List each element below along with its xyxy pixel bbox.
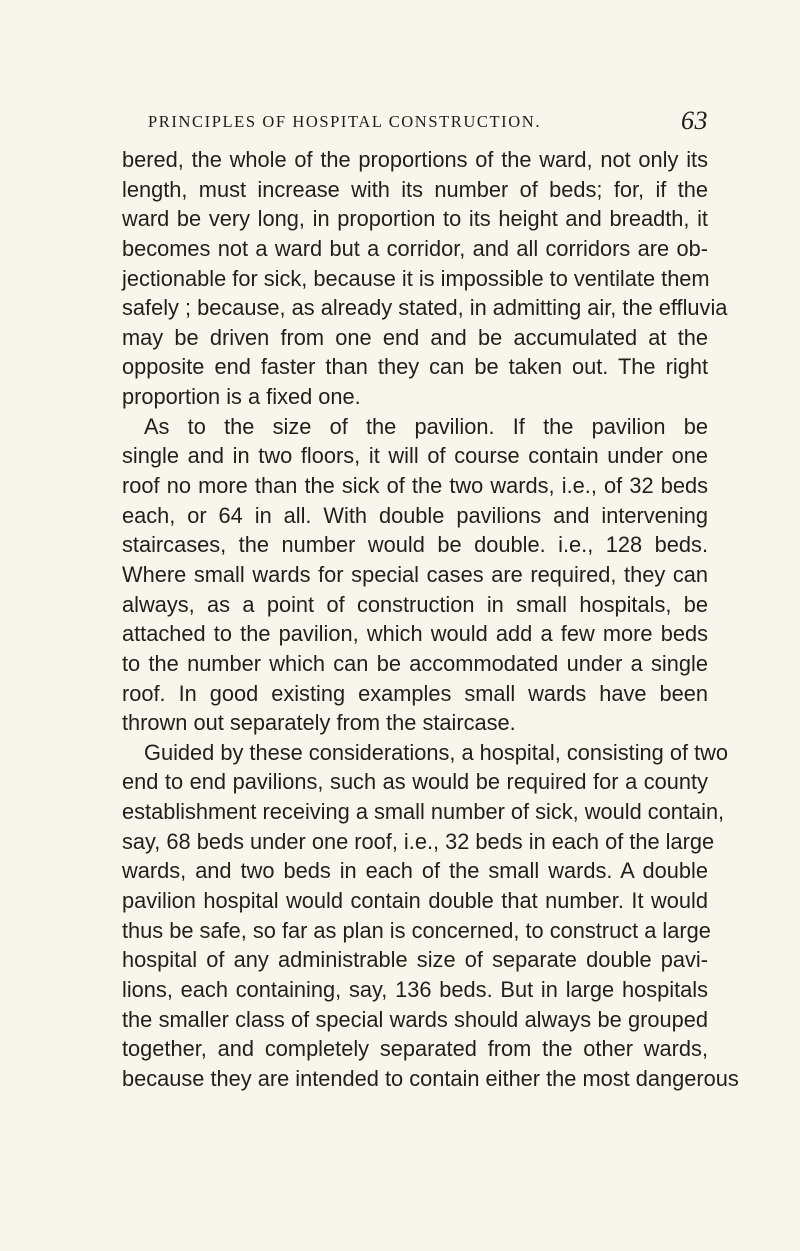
text-line: may be driven from one end and be accumulated at the xyxy=(122,324,708,350)
text-line: staircases, the number would be double. i.e., 128 beds. xyxy=(122,532,708,558)
text-line: pavilion hospital would contain double that number. It would xyxy=(122,888,708,914)
running-head xyxy=(122,108,708,138)
text-line: As to the size of the pavilion. If the pavilion be xyxy=(144,413,708,439)
text-line: wards, and two beds in each of the small wards. A double xyxy=(122,858,708,884)
paragraph-3 xyxy=(122,738,739,1094)
text-line: establishment receiving a small number of sick, would contain, xyxy=(122,799,725,825)
text-line: together, and completely separated from the other wards, xyxy=(122,1036,708,1062)
page-number: 63 xyxy=(681,106,708,135)
text-line: ward be very long, in proportion to its height and breadth, it xyxy=(122,206,708,232)
text-line: hospital of any administrable size of separate double pavi- xyxy=(122,947,708,973)
text-line: lions, each containing, say, 136 beds. But in large hospitals xyxy=(122,976,708,1002)
text-line: Guided by these considerations, a hospital, consisting of two xyxy=(144,739,729,765)
text-line: Where small wards for special cases are required, they can xyxy=(122,561,708,587)
text-line: thus be safe, so far as plan is concerned, to construct a large xyxy=(122,917,711,943)
text-line: attached to the pavilion, which would add a few more beds xyxy=(122,621,708,647)
paragraph-2 xyxy=(122,412,708,738)
text-line: length, must increase with its number of beds; for, if the xyxy=(122,176,708,202)
paragraph-1 xyxy=(122,145,728,412)
text-line: becomes not a ward but a corridor, and all corridors are ob- xyxy=(122,235,708,261)
text-line: to the number which can be accommodated under a single xyxy=(122,650,708,676)
text-line: each, or 64 in all. With double pavilions and intervening xyxy=(122,502,708,528)
text-line: always, as a point of construction in small hospitals, be xyxy=(122,591,708,617)
text-line: proportion is a fixed one. xyxy=(122,384,361,410)
text-line: bered, the whole of the proportions of the ward, not only its xyxy=(122,147,708,172)
text-line: the smaller class of special wards should always be grouped xyxy=(122,1006,708,1032)
text-line: end to end pavilions, such as would be required for a county xyxy=(122,769,708,795)
text-line: roof no more than the sick of the two wards, i.e., of 32 beds xyxy=(122,473,708,499)
running-title: PRINCIPLES OF HOSPITAL CONSTRUCTION. xyxy=(148,112,542,131)
text-line: single and in two floors, it will of course contain under one xyxy=(122,443,708,469)
text-line: because they are intended to contain either the most dangerous xyxy=(122,1065,739,1091)
text-line: jectionable for sick, because it is impossible to ventilate them xyxy=(122,265,710,291)
text-line: roof. In good existing examples small wards have been xyxy=(122,680,708,706)
body-text xyxy=(122,145,739,1094)
text-line: thrown out separately from the staircase. xyxy=(122,710,516,736)
text-line: say, 68 beds under one roof, i.e., 32 beds in each of the large xyxy=(122,828,715,854)
text-line: opposite end faster than they can be taken out. The right xyxy=(122,354,708,380)
text-line: safely ; because, as already stated, in admitting air, the effluvia xyxy=(122,295,728,321)
